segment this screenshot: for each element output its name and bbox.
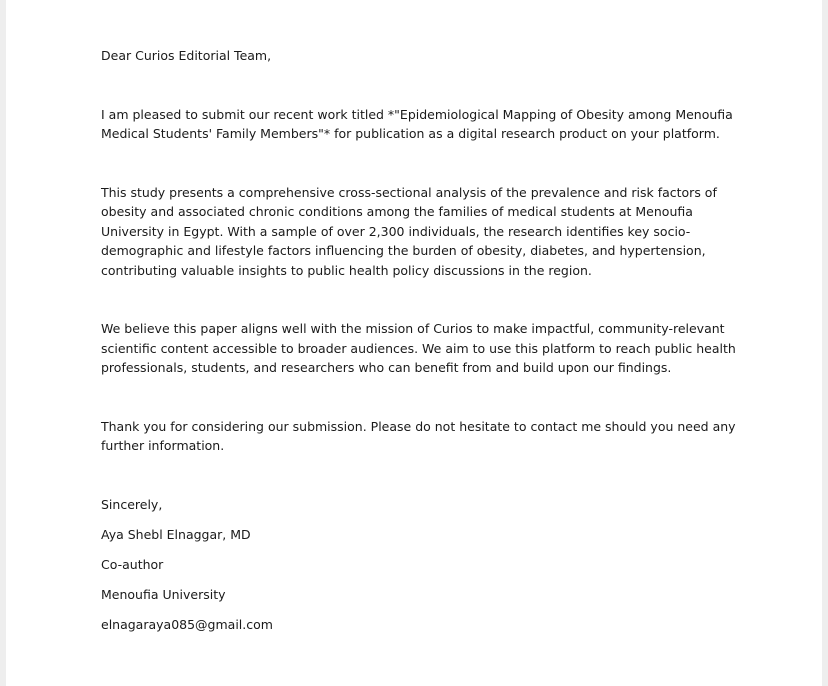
paragraph-thanks: Thank you for considering our submission. Please do not hesitate to contact me should you need any further information. [101,418,736,453]
paragraph-submission: I am pleased to submit our recent work titled *"Epidemiological Mapping of Obesity among Menoufia Medical Students' Family Members"* for publication as a digital research product on your platform. [101,106,733,141]
signature-role: Co-author [101,556,164,572]
closing: Sincerely, [101,496,163,512]
cover-letter [101,46,741,645]
paragraph-mission-fit: We believe this paper aligns well with the mission of Curios to make impactful, community-relevant scientific content accessible to broader audiences. We aim to use this platform to reach public health professionals, students, and researchers who can benefit from and build upon our findings. [101,321,736,375]
signature-name: Aya Shebl Elnaggar, MD [101,526,251,542]
signature-institution: Menoufia University [101,586,226,602]
salutation: Dear Curios Editorial Team, [101,48,272,63]
signature-email: elnagaraya085@gmail.com [101,616,273,632]
paragraph-study-summary: This study presents a comprehensive cross-sectional analysis of the prevalence and risk factors of obesity and associated chronic conditions among the families of medical students at Menoufia University in Egypt. With a sample of over 2,300 individuals, the research identifies key socio-demographic and lifestyle factors influencing the burden of obesity, diabetes, and hypertension, contributing valuable insights to public health policy discussions in the region. [101,184,717,278]
